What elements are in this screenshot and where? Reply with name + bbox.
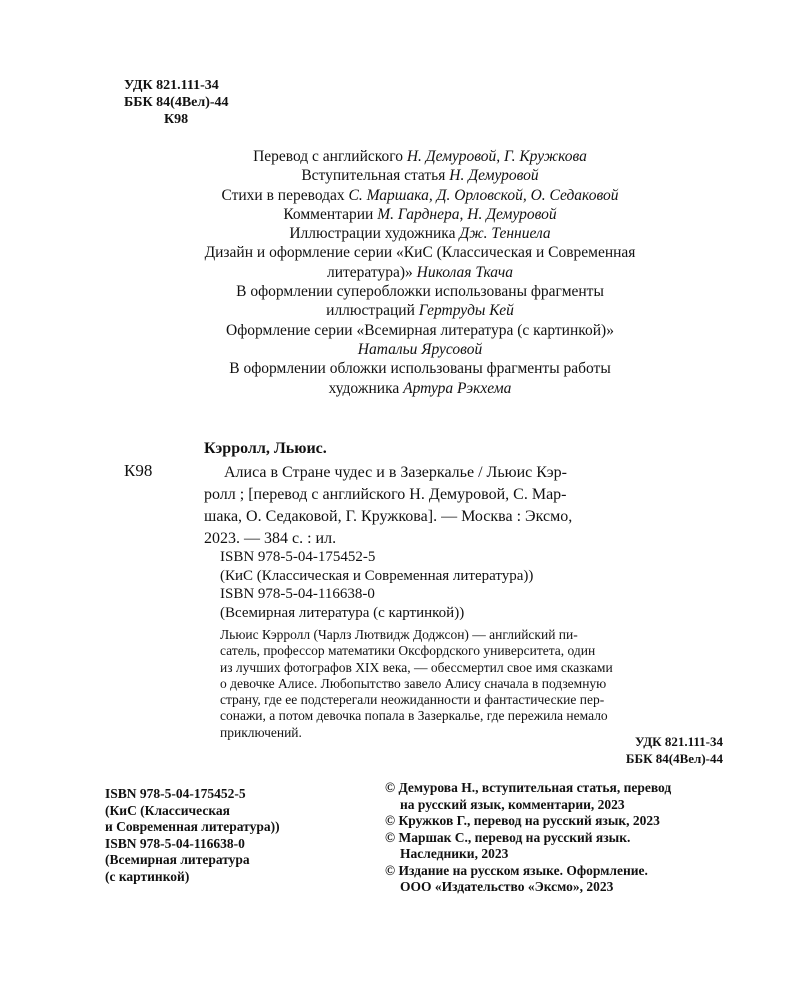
abstract-line: страну, где ее подстерегали неожиданности и фантастические пер- <box>220 692 605 708</box>
credit-line: иллюстраций Гертруды Кей <box>326 302 514 320</box>
isbn-footer-line: (Всемирная литература <box>105 852 250 867</box>
credit-line: В оформлении обложки использованы фрагменты работы <box>229 360 611 378</box>
credit-line: Стихи в переводах С. Маршака, Д. Орловской, О. Седаковой <box>221 186 619 204</box>
abstract-line: сонажи, а потом девочка попала в Зазеркалье, где пережила немало <box>220 708 608 724</box>
abstract-line: из лучших фотографов XIX века, — обессмертил свое имя сказками <box>220 659 613 675</box>
credit-line: В оформлении суперобложки использованы фрагменты <box>236 283 604 301</box>
author-mark: К98 <box>164 112 189 127</box>
udk-code: УДК 821.111-34 <box>124 78 219 93</box>
udk-code: УДК 821.111-34 <box>635 734 723 749</box>
isbn-footer-line: (КиС (Классическая <box>105 802 230 818</box>
credit-line: Иллюстрации художника Дж. Тенниела <box>289 225 551 243</box>
copyright-line: © Маршак С., перевод на русский язык. <box>385 829 631 845</box>
abstract-text <box>220 627 723 741</box>
isbn-footer-line: (с картинкой) <box>105 868 190 884</box>
credit-line: литература)» Николая Ткача <box>326 263 514 281</box>
copyright-continuation: Наследники, 2023 <box>400 846 509 861</box>
description-line: шака, О. Седаковой, Г. Кружкова]. — Москва : Эксмо, <box>204 508 573 525</box>
classification-codes-bottom <box>626 733 723 767</box>
catalog-isbn-block <box>220 548 533 622</box>
isbn-line: ISBN 978-5-04-175452-5 <box>220 549 376 565</box>
description-line: ролл ; [перевод с английского Н. Демуровой, С. Мар- <box>204 486 567 503</box>
abstract-line: приключений. <box>220 724 302 740</box>
isbn-footer <box>105 786 280 885</box>
isbn-footer-line: ISBN 978-5-04-175452-5 <box>105 786 246 801</box>
isbn-footer-line: и Современная литература)) <box>105 819 280 834</box>
author-heading: Кэрролл, Льюис. <box>204 440 327 457</box>
catalog-author-mark: К98 <box>124 461 153 480</box>
copyright-block <box>385 780 730 896</box>
isbn-series-line: (КиС (Классическая и Современная литература)) <box>220 567 534 584</box>
copyright-continuation: на русский язык, комментарии, 2023 <box>400 796 625 812</box>
credit-line: Перевод с английского Н. Демуровой, Г. Кружкова <box>253 148 587 165</box>
bbk-code: ББК 84(4Вел)-44 <box>625 751 723 766</box>
credits-block <box>110 147 730 398</box>
abstract-line: о девочке Алисе. Любопытство завело Алису сначала в подземную <box>220 675 607 691</box>
isbn-series-line: (Всемирная литература (с картинкой)) <box>220 604 465 621</box>
description-line: 2023. — 384 с. : ил. <box>204 530 337 547</box>
copyright-line: © Издание на русском языке. Оформление. <box>385 862 648 878</box>
abstract-line: Льюис Кэрролл (Чарлз Лютвидж Доджсон) — английский пи- <box>220 627 578 642</box>
credit-line: Комментарии М. Гарднера, Н. Демуровой <box>283 205 557 223</box>
credit-line: Дизайн и оформление серии «КиС (Классическая и Современная <box>204 244 636 262</box>
copyright-continuation: ООО «Издательство «Эксмо», 2023 <box>400 879 614 894</box>
isbn-footer-line: ISBN 978-5-04-116638-0 <box>105 835 245 851</box>
abstract-line: сатель, профессор математики Оксфордского университета, один <box>220 643 596 659</box>
credit-line: Натальи Ярусовой <box>357 340 483 358</box>
copyright-line: © Кружков Г., перевод на русский язык, 2023 <box>385 813 660 828</box>
bbk-code: ББК 84(4Вел)-44 <box>124 95 229 110</box>
description-line: Алиса в Стране чудес и в Зазеркалье / Льюис Кэр- <box>224 464 567 481</box>
copyright-line: © Демурова Н., вступительная статья, перевод <box>385 780 672 795</box>
classification-codes-top <box>124 77 229 128</box>
credit-line: Оформление серии «Всемирная литература (с картинкой)» <box>226 321 614 339</box>
credit-line: Вступительная статья Н. Демуровой <box>301 167 539 185</box>
bibliographic-description <box>204 462 724 550</box>
isbn-line: ISBN 978-5-04-116638-0 <box>220 586 375 602</box>
credit-line: художника Артура Рэкхема <box>328 379 512 397</box>
